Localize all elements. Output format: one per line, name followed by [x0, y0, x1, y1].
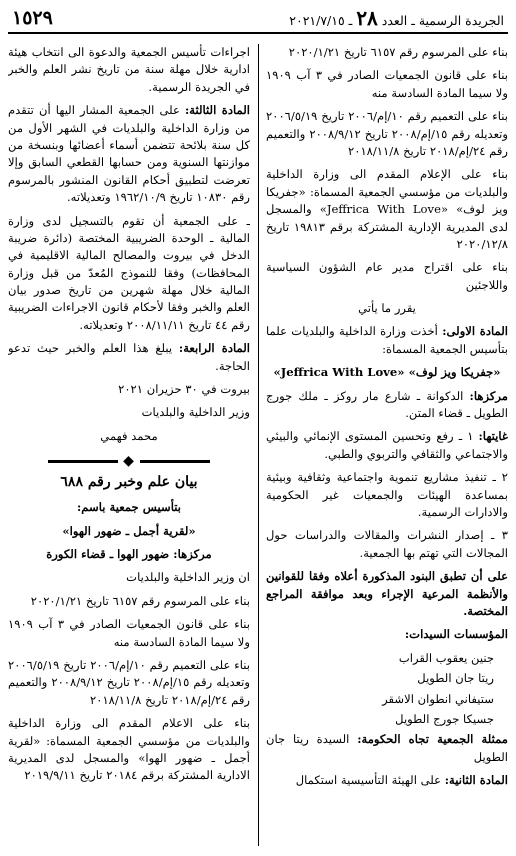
paragraph: بناء على الاعلام المقدم الى وزارة الداخلية والبلديات من مؤسسي الجمعية المسماة: «لقرية أجمل ـ ضهور الهوا» والمسجل لدى المديرية الادارية المشتركة برقم ٢٠١٨٤ تاريخ ٢٠١٩/٩/١١ [8, 716, 250, 783]
headquarters [266, 388, 508, 423]
to-minister: ان وزير الداخلية والبلديات [126, 570, 250, 585]
notice-headquarters: مركزها: ضهور الهوا ـ قضاء الكورة [46, 546, 212, 561]
minister-title: وزير الداخلية والبلديات [141, 405, 250, 420]
founder-item: جنين يعقوب القراب [398, 650, 494, 665]
paragraph: بناء على قانون الجمعيات الصادر في ٣ آب ١٩٠٩ ولا سيما المادة السادسة منه [8, 617, 250, 649]
article-text: يبلغ هذا العلم والخبر حيث تدعو الحاجة. [8, 341, 250, 373]
article-label: المادة الثانية: [444, 773, 508, 788]
paragraph: بناء على المرسوم رقم ٦١٥٧ تاريخ ٢٠٢٠/١/٢١ [288, 45, 508, 59]
paragraph: بناء على الإعلام المقدم الى وزارة الداخلية والبلديات من مؤسسي الجمعية المسماة: «جفريكا ويز لوف» «Jeffrica With Love» والمسجل لدى المديرية الإدارية المشتركة برقم ١٩٨١٣ تاريخ ٢٠٢٠/١٢/٨ [266, 167, 508, 251]
minister-name: محمد فهمي [100, 428, 158, 443]
article-2 [266, 772, 508, 789]
hq-label: مركزها: [469, 388, 508, 403]
finance-registration: ـ على الجمعية أن تقوم بالتسجيل لدى وزارة المالية ـ الوحدة الضريبية المختصة (دائرة ضريبة الدخل في بيروت والمصالح المالية الاقليمية في المحافظات) وفقا للنموذج المُعدّ من قبل وزارة المالية خلال مهلة شهرين من تاريخ صدور بيان العلم والخبر وفقا لأحكام قانون الاجراءات الضريبية رقم ٤٤ تاريخ ٢٠٠٨/١١/١١ وتعديلاته. [8, 213, 250, 332]
association-name: «جفريكا ويز لوف» «Jeffrica With Love» [273, 365, 501, 380]
founders-label: المؤسسات السيدات: [404, 627, 508, 642]
paragraph: بناء على التعميم رقم ١٠/إم/٢٠٠٦ تاريخ ٢٠٠٦/٥/١٩ وتعديله رقم ١٥/إم/٢٠٠٨ تاريخ ٢٠٠٨/٩/١٢ والتعميم رقم ٢٤/إم/٢٠١٨ تاريخ ٢٠١٨/١١/٨ [8, 657, 250, 707]
founder-item: ريتا جان الطويل [417, 671, 494, 686]
place-date: بيروت في ٣٠ حزيران ٢٠٢١ [118, 382, 250, 397]
article-label: المادة الثالثة: [185, 103, 250, 118]
notice-association-name: «لقرية أجمل ـ ضهور الهوا» [62, 523, 196, 538]
left-column [8, 44, 250, 850]
goal-2: ٢ ـ تنفيذ مشاريع تنموية واجتماعية وثقافية وبيئية بمساعدة الهيئات والجمعيات غير الحكومية والادارات الرسمية. [266, 470, 508, 519]
notice-subtitle: بتأسيس جمعية باسم: [77, 500, 181, 515]
article-3 [8, 102, 250, 206]
goals-label: غايتها: [478, 429, 508, 444]
government-representative [266, 731, 508, 766]
decides-heading: يقرر ما يأتي [358, 301, 416, 316]
hq-text: الدكوانة ـ شارع مار روكز ـ ملك جورج الطويل ـ قضاء المتن. [266, 388, 508, 421]
paragraph: بناء على قانون الجمعيات الصادر في ٣ آب ١٩٠٩ ولا سيما المادة السادسة منه [266, 68, 508, 100]
article-text: على الجمعية المشار اليها أن تتقدم من وزارة الداخلية والبلديات في الشهر الأول من كل سنة بلائحة تتضمن أسماء أعضائها وبنسخة من موازنتها السنوية ومن حسابها القطعي السابق وإلا تعرضت لتطبيق أحكام القانون المنشور بالمرسوم رقم ١٠٨٣٠ تاريخ ١٩٦٢/١٠/٩ وتعديلاته. [8, 103, 250, 205]
goal-1 [266, 428, 508, 463]
notice-title: بيان علم وخبر رقم ٦٨٨ [60, 474, 198, 491]
gazette-title-prefix: الجريدة الرسمية ـ العدد [381, 13, 504, 28]
issue-number: ٢٨ [356, 6, 378, 30]
article-text: على الهيئة التأسيسية استكمال [295, 773, 442, 788]
condition-clause: على أن تطبق البنود المذكورة أعلاه وفقا للقوانين والأنظمة المرعية الإجراء وبعد موافقة المراجع المختصة. [266, 569, 508, 618]
column-divider [258, 44, 259, 846]
goal-3: ٣ ـ إصدار النشرات والمقالات والدراسات حول المجالات التي تهتم بها الجمعية. [266, 528, 508, 560]
gov-rep-label: ممثلة الجمعية تجاه الحكومة: [357, 732, 508, 747]
article-text: أخذت وزارة الداخلية والبلديات علما بتأسيس الجمعية المسماة: [266, 324, 508, 356]
paragraph: بناء على المرسوم رقم ٦١٥٧ تاريخ ٢٠٢٠/١/٢١ [30, 593, 250, 608]
right-column [266, 44, 508, 850]
paragraph: بناء على اقتراح مدير عام الشؤون السياسية واللاجئين [266, 260, 508, 292]
founder-item: ستيفاني انطوان الاشقر [382, 691, 494, 706]
gov-rep-text: السيدة ريتا جان الطويل [266, 732, 508, 764]
article-4 [8, 340, 250, 375]
gazette-title [289, 6, 504, 30]
goal-text: ١ ـ رفع وتحسين المستوى الإنمائي والبيئي والاجتماعي والثقافي والتربوي والطبي. [266, 429, 508, 461]
founder-item: جسيكا جورج الطويل [395, 711, 494, 726]
page-number: ١٥٢٩ [12, 7, 53, 29]
article-1 [266, 323, 508, 358]
article-label: المادة الاولى: [442, 324, 508, 339]
article-label: المادة الرابعة: [178, 341, 250, 356]
issue-date: ـ ٢٠٢١/٧/١٥ [289, 13, 353, 28]
paragraph: بناء على التعميم رقم ١٠/إم/٢٠٠٦ تاريخ ٢٠٠٦/٥/١٩ وتعديله رقم ١٥/إم/٢٠٠٨ تاريخ ٢٠٠٨/٩/١٢ والتعميم رقم ٢٤/إم/٢٠١٨ تاريخ ٢٠١٨/١١/٨ [266, 109, 508, 158]
section-separator: ◆ [8, 451, 250, 472]
page-header [8, 4, 508, 34]
paragraph: اجراءات تأسيس الجمعية والدعوة الى انتخاب هيئة ادارية خلال مهلة سنة من تاريخ نشر العلم والخبر في الجريدة الرسمية. [8, 45, 250, 94]
